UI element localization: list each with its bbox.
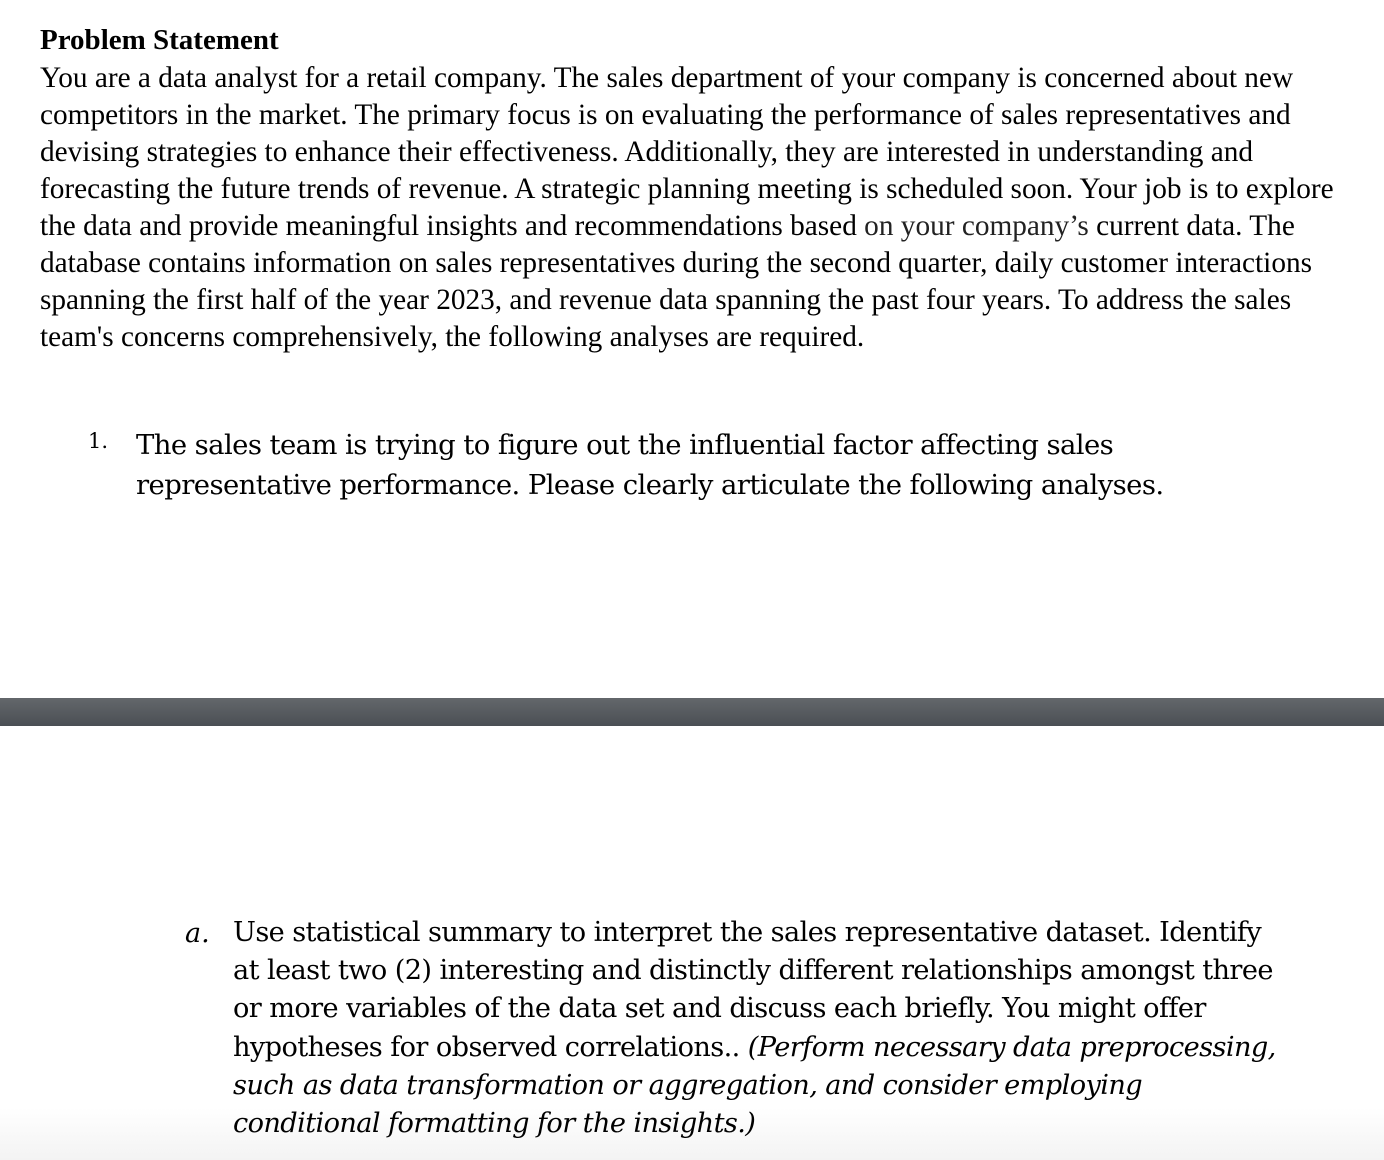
intro-paragraph	[40, 60, 1350, 356]
item-a-italic-text: (Perform necessary data preprocessing, such as data transformation or aggregation, and consider employing conditional formatting for the insights.)	[233, 1031, 1276, 1140]
page-divider	[0, 698, 1384, 726]
intro-text-part1: You are a data analyst for a retail company. The sales department of your company is concerned about new competitors in the market. The primary focus is on evaluating the performance of sales representatives and devising strategies to enhance their effectiveness. Additionally, they are interested in understanding and forecasting the future trends of revenue. A strategic planning meeting is scheduled soon. Your job is to explore the data and provide meaningful insights and recommendations based	[40, 62, 1334, 242]
intro-text-highlight: on your company’s	[864, 210, 1089, 242]
intro-text-part2: current data. The database contains information on sales representatives during the second quarter, daily customer interactions spanning the first half of the year 2023, and revenue data spanning the past four years. To address the sales team's concerns comprehensively, the following analyses are required.	[40, 210, 1313, 353]
list-item-text: The sales team is trying to figure out the influential factor affecting sales representative performance. Please clearly articulate the following analyses.	[136, 429, 1164, 501]
item-a-text: Use statistical summary to interpret the sales representative dataset. Identify at least two (2) interesting and distinctly different relationships amongst three or more variables of the data set and discuss each briefly. You might offer hypotheses for observed correlations..	[233, 917, 1273, 1063]
page-title: Problem Statement	[40, 24, 279, 56]
list-item-number: 1.	[88, 429, 109, 453]
list-item-text	[233, 914, 1293, 1143]
list-item-letter: a.	[185, 918, 210, 949]
